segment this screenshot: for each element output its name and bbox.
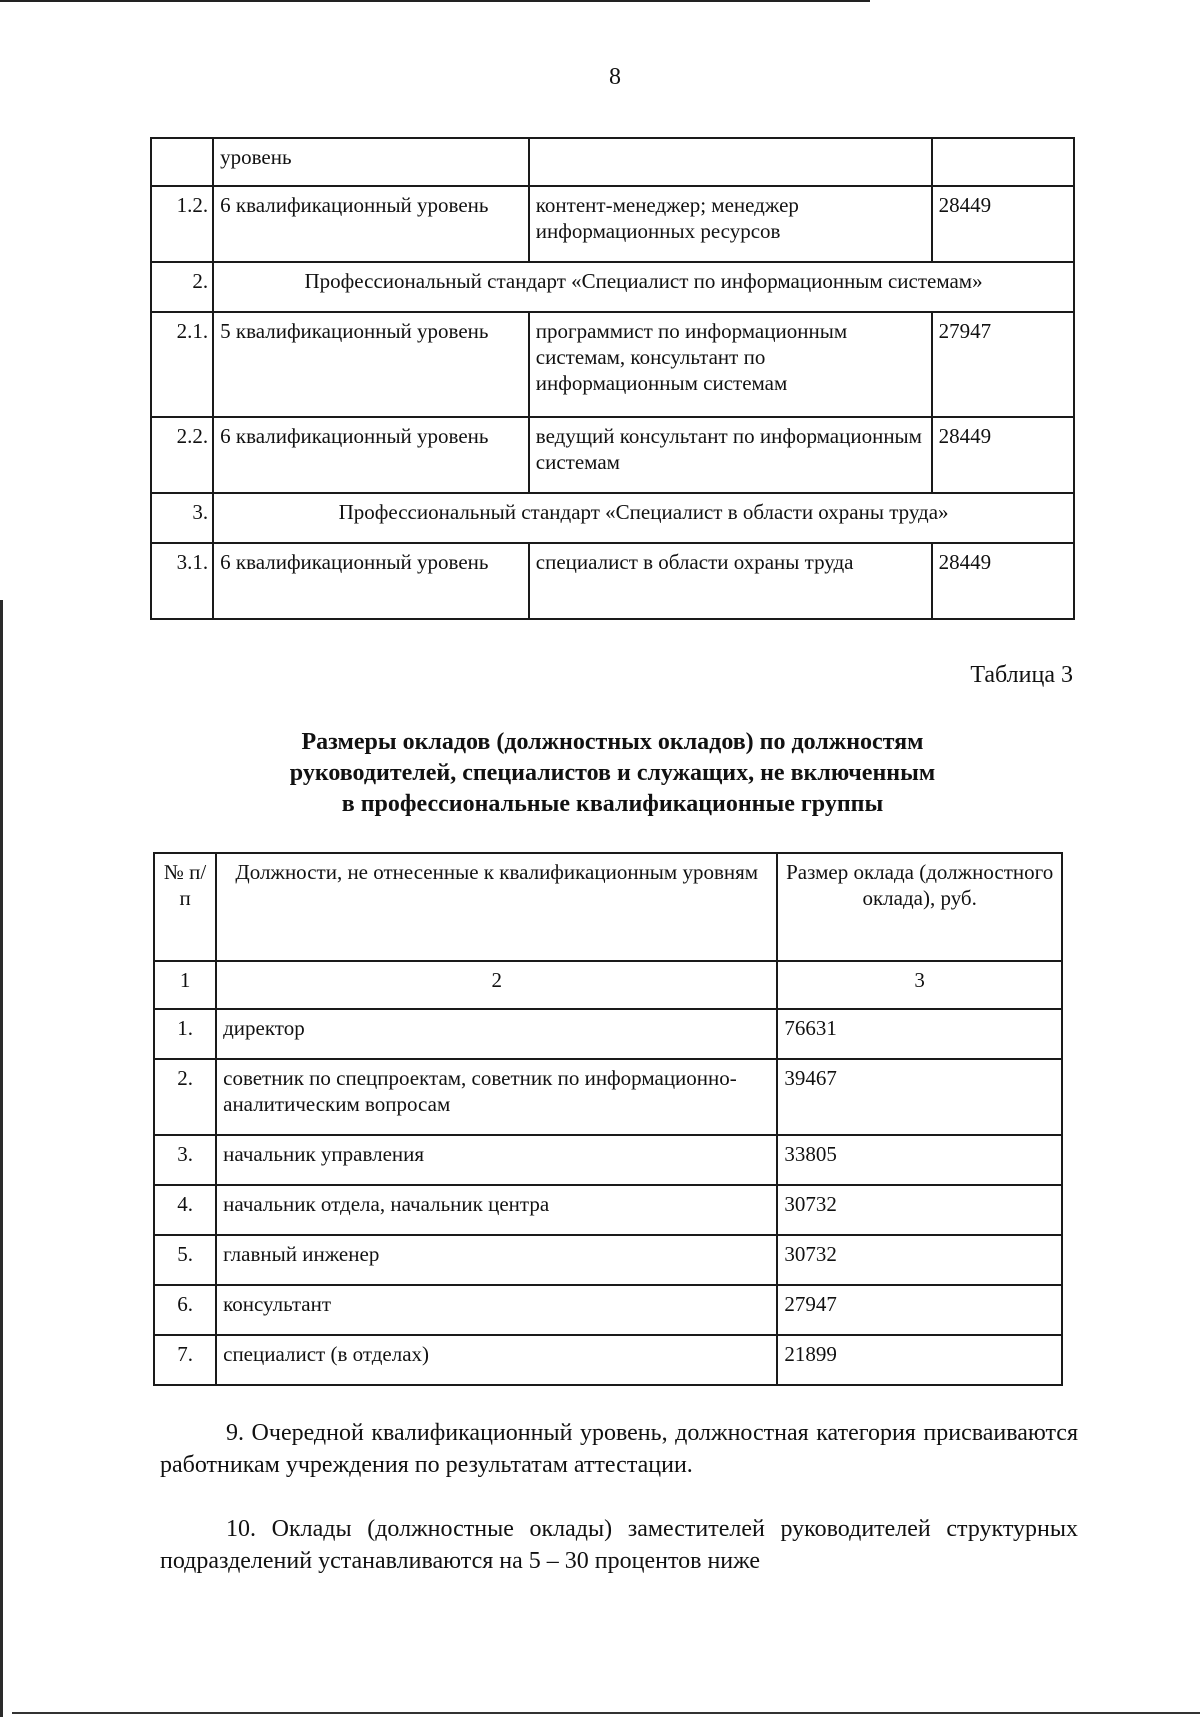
table-row-standard — [151, 493, 1074, 543]
header-number: № п/п — [154, 853, 216, 961]
column-number-row — [154, 961, 1062, 1009]
table-caption: Таблица 3 — [970, 662, 1073, 688]
row-number: 1. — [154, 1009, 216, 1059]
salary-value: 27947 — [932, 312, 1074, 417]
salary-value: 28449 — [932, 543, 1074, 619]
table-row — [154, 1135, 1062, 1185]
column-number: 1 — [154, 961, 216, 1009]
table-row — [151, 186, 1074, 262]
page-number: 8 — [609, 64, 621, 90]
table-row — [154, 1285, 1062, 1335]
position-name: директор — [216, 1009, 777, 1059]
salary-value — [932, 138, 1074, 186]
qualification-level: 6 квалификационный уровень — [213, 186, 529, 262]
position-name: начальник отдела, начальник центра — [216, 1185, 777, 1235]
row-number: 6. — [154, 1285, 216, 1335]
header-salary: Размер оклада (должностного оклада), руб. — [777, 853, 1062, 961]
qualification-level: уровень — [213, 138, 529, 186]
salary-value: 28449 — [932, 417, 1074, 493]
table-row — [154, 1335, 1062, 1385]
column-number: 2 — [216, 961, 777, 1009]
professional-standard-title: Профессиональный стандарт «Специалист по информационным системам» — [213, 262, 1074, 312]
qualification-level: 6 квалификационный уровень — [213, 543, 529, 619]
row-number: 3. — [154, 1135, 216, 1185]
header-position: Должности, не отнесенные к квалификационным уровням — [216, 853, 777, 961]
position-name: начальник управления — [216, 1135, 777, 1185]
positions: специалист в области охраны труда — [529, 543, 932, 619]
table-row — [151, 312, 1074, 417]
positions: контент-менеджер; менеджер информационных ресурсов — [529, 186, 932, 262]
row-number: 2. — [154, 1059, 216, 1135]
qualification-level: 6 квалификационный уровень — [213, 417, 529, 493]
professional-standard-title: Профессиональный стандарт «Специалист в области охраны труда» — [213, 493, 1074, 543]
scan-edge-top — [0, 0, 870, 2]
qualification-level: 5 квалификационный уровень — [213, 312, 529, 417]
table-row — [154, 1185, 1062, 1235]
table-row — [151, 543, 1074, 619]
row-number: 7. — [154, 1335, 216, 1385]
table-row — [154, 1059, 1062, 1135]
paragraph-10: 10. Оклады (должностные оклады) заместителей руководителей структурных подразделений устанавливаются на 5 – 30 процентов ниже — [160, 1516, 1078, 1574]
paragraph-9: 9. Очередной квалификационный уровень, должностная категория присваиваются работникам учреждения по результатам аттестации. — [160, 1420, 1078, 1478]
row-number: 1.2. — [151, 186, 213, 262]
table-row — [154, 1009, 1062, 1059]
position-name: главный инженер — [216, 1235, 777, 1285]
salary-value: 30732 — [777, 1185, 1062, 1235]
table-title-line: Размеры окладов (должностных окладов) по должностям — [301, 729, 924, 755]
salary-value: 21899 — [777, 1335, 1062, 1385]
salary-value: 39467 — [777, 1059, 1062, 1135]
row-number — [151, 138, 213, 186]
row-number: 3. — [151, 493, 213, 543]
table-row — [151, 417, 1074, 493]
table-row-standard — [151, 262, 1074, 312]
row-number: 3.1. — [151, 543, 213, 619]
column-number: 3 — [777, 961, 1062, 1009]
row-number: 2. — [151, 262, 213, 312]
scan-edge-bottom — [12, 1712, 1200, 1714]
row-number: 2.2. — [151, 417, 213, 493]
table-title-line: в профессиональные квалификационные группы — [341, 791, 884, 817]
qualification-table-continued — [150, 137, 1075, 620]
salary-value: 27947 — [777, 1285, 1062, 1335]
position-name: советник по спецпроектам, советник по информационно-аналитическим вопросам — [216, 1059, 777, 1135]
table-title — [150, 727, 1075, 820]
row-number: 5. — [154, 1235, 216, 1285]
positions — [529, 138, 932, 186]
salary-value: 76631 — [777, 1009, 1062, 1059]
salary-value: 30732 — [777, 1235, 1062, 1285]
row-number: 4. — [154, 1185, 216, 1235]
salary-value: 33805 — [777, 1135, 1062, 1185]
position-name: консультант — [216, 1285, 777, 1335]
scan-edge-left — [0, 600, 3, 1717]
positions: ведущий консультант по информационным системам — [529, 417, 932, 493]
table-title-line: руководителей, специалистов и служащих, не включенным — [289, 760, 936, 786]
salary-table — [153, 852, 1063, 1386]
table-row — [154, 1235, 1062, 1285]
positions: программист по информационным системам, консультант по информационным системам — [529, 312, 932, 417]
table-header-row — [154, 853, 1062, 961]
row-number: 2.1. — [151, 312, 213, 417]
table-row — [151, 138, 1074, 186]
position-name: специалист (в отделах) — [216, 1335, 777, 1385]
salary-value: 28449 — [932, 186, 1074, 262]
